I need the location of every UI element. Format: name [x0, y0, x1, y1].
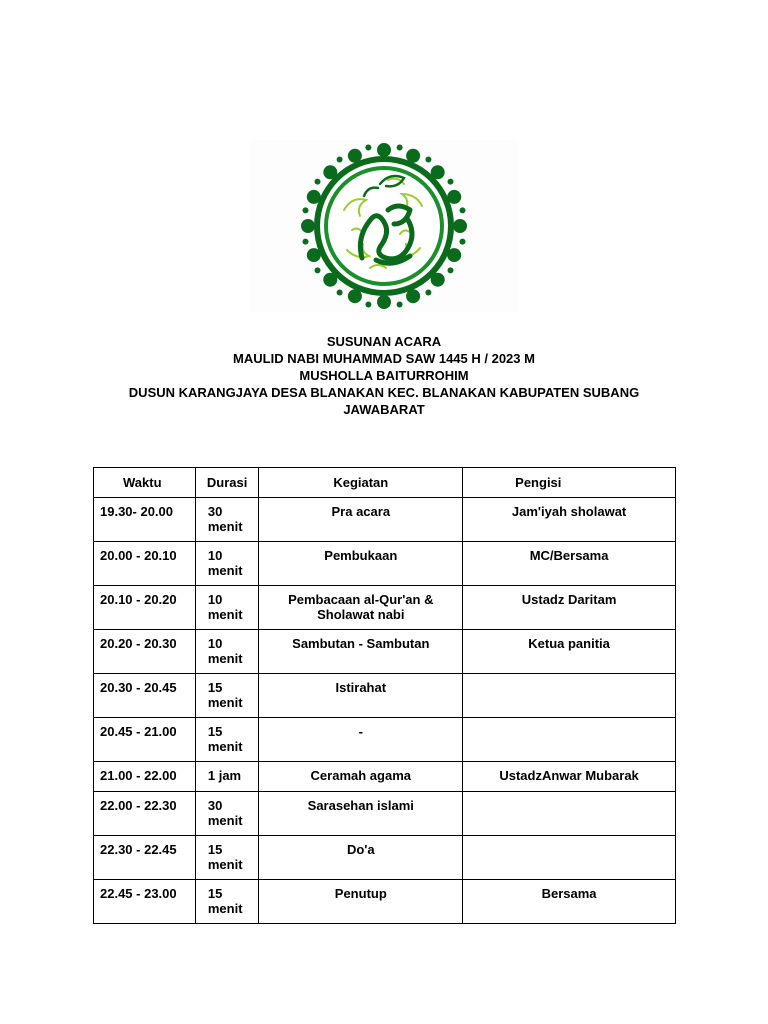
cell-durasi	[195, 674, 259, 718]
cell-durasi-text: 30 menit	[207, 798, 243, 828]
cell-waktu-text: 20.30 - 20.45	[100, 680, 177, 695]
table-row	[94, 880, 676, 924]
cell-pengisi-text	[463, 674, 675, 680]
cell-kegiatan-text: Pembukaan	[324, 548, 398, 563]
cell-durasi-text: 10 menit	[207, 548, 243, 578]
table-row	[94, 630, 676, 674]
cell-kegiatan-text: Ceramah agama	[310, 768, 411, 783]
cell-kegiatan-text: Do'a	[346, 842, 375, 857]
table-header-row	[94, 468, 676, 498]
cell-waktu	[94, 674, 196, 718]
logo-area	[250, 140, 518, 312]
cell-waktu	[94, 630, 196, 674]
cell-durasi-text: 15 menit	[207, 842, 243, 872]
cell-pengisi-text: MC/Bersama	[529, 548, 609, 563]
cell-kegiatan-text: Pembacaan al-Qur'an & Sholawat nabi	[288, 592, 434, 622]
cell-waktu	[94, 498, 196, 542]
schedule-table	[93, 467, 676, 924]
column-header-durasi: Durasi	[195, 468, 259, 498]
cell-durasi	[195, 836, 259, 880]
cell-waktu	[94, 836, 196, 880]
cell-kegiatan	[259, 792, 463, 836]
table-row	[94, 718, 676, 762]
cell-durasi	[195, 718, 259, 762]
cell-durasi-text: 15 menit	[207, 724, 243, 754]
cell-kegiatan	[259, 718, 463, 762]
cell-kegiatan	[259, 674, 463, 718]
cell-kegiatan-text: Sambutan - Sambutan	[292, 636, 430, 651]
cell-waktu-text: 22.45 - 23.00	[100, 886, 177, 901]
cell-pengisi-text: Jam'iyah sholawat	[511, 504, 627, 519]
cell-pengisi	[463, 762, 676, 792]
table-row	[94, 674, 676, 718]
cell-kegiatan	[259, 836, 463, 880]
heading-address-line1: DUSUN KARANGJAYA DESA BLANAKAN KEC. BLANAKAN KABUPATEN SUBANG	[128, 385, 640, 400]
cell-kegiatan-text: Sarasehan islami	[307, 798, 414, 813]
cell-pengisi	[463, 630, 676, 674]
cell-kegiatan	[259, 762, 463, 792]
cell-durasi-text: 10 menit	[207, 592, 243, 622]
column-header-pengisi: Pengisi	[463, 468, 676, 498]
heading-address-line2: JAWABARAT	[343, 402, 425, 417]
cell-waktu	[94, 792, 196, 836]
document-heading	[40, 333, 728, 418]
cell-pengisi	[463, 880, 676, 924]
cell-waktu	[94, 542, 196, 586]
cell-kegiatan	[259, 542, 463, 586]
cell-kegiatan-text: Istirahat	[335, 680, 387, 695]
cell-waktu	[94, 762, 196, 792]
cell-durasi	[195, 630, 259, 674]
cell-pengisi	[463, 836, 676, 880]
table-row	[94, 586, 676, 630]
cell-durasi	[195, 792, 259, 836]
cell-durasi	[195, 762, 259, 792]
cell-waktu-text: 21.00 - 22.00	[100, 768, 177, 783]
table-row	[94, 498, 676, 542]
cell-pengisi	[463, 792, 676, 836]
cell-kegiatan-text: -	[358, 724, 363, 739]
cell-waktu-text: 20.10 - 20.20	[100, 592, 177, 607]
cell-pengisi-text: UstadzAnwar Mubarak	[499, 768, 639, 783]
cell-waktu	[94, 880, 196, 924]
column-header-waktu: Waktu	[94, 468, 196, 498]
cell-pengisi	[463, 674, 676, 718]
muhammad-calligraphy-icon	[292, 140, 476, 312]
cell-durasi-text: 1 jam	[207, 768, 242, 783]
cell-kegiatan-text: Pra acara	[331, 504, 391, 519]
cell-durasi-text: 10 menit	[207, 636, 243, 666]
cell-pengisi	[463, 586, 676, 630]
cell-durasi	[195, 542, 259, 586]
table-row	[94, 836, 676, 880]
cell-durasi-text: 15 menit	[207, 886, 243, 916]
table-row	[94, 792, 676, 836]
cell-durasi-text: 30 menit	[207, 504, 243, 534]
heading-venue: MUSHOLLA BAITURROHIM	[299, 368, 469, 383]
cell-pengisi-text	[463, 836, 675, 842]
cell-durasi	[195, 498, 259, 542]
cell-waktu-text: 22.30 - 22.45	[100, 842, 177, 857]
cell-durasi-text: 15 menit	[207, 680, 243, 710]
cell-waktu-text: 20.20 - 20.30	[100, 636, 177, 651]
cell-pengisi-text	[463, 718, 675, 724]
cell-waktu-text: 19.30- 20.00	[100, 504, 174, 519]
cell-waktu	[94, 586, 196, 630]
cell-waktu-text: 20.00 - 20.10	[100, 548, 177, 563]
cell-kegiatan	[259, 880, 463, 924]
table-row	[94, 762, 676, 792]
cell-pengisi-text: Ustadz Daritam	[521, 592, 617, 607]
cell-durasi	[195, 586, 259, 630]
column-header-kegiatan: Kegiatan	[259, 468, 463, 498]
table-row	[94, 542, 676, 586]
cell-kegiatan	[259, 586, 463, 630]
cell-kegiatan	[259, 630, 463, 674]
cell-pengisi	[463, 498, 676, 542]
cell-durasi	[195, 880, 259, 924]
cell-kegiatan	[259, 498, 463, 542]
cell-waktu-text: 20.45 - 21.00	[100, 724, 177, 739]
cell-waktu-text: 22.00 - 22.30	[100, 798, 177, 813]
heading-title: SUSUNAN ACARA	[326, 334, 442, 349]
cell-waktu	[94, 718, 196, 762]
cell-pengisi-text	[463, 792, 675, 798]
cell-pengisi-text: Ketua panitia	[528, 636, 610, 651]
heading-event: MAULID NABI MUHAMMAD SAW 1445 H / 2023 M	[233, 351, 535, 366]
cell-pengisi-text: Bersama	[541, 886, 597, 901]
cell-pengisi	[463, 542, 676, 586]
cell-kegiatan-text: Penutup	[334, 886, 387, 901]
cell-pengisi	[463, 718, 676, 762]
